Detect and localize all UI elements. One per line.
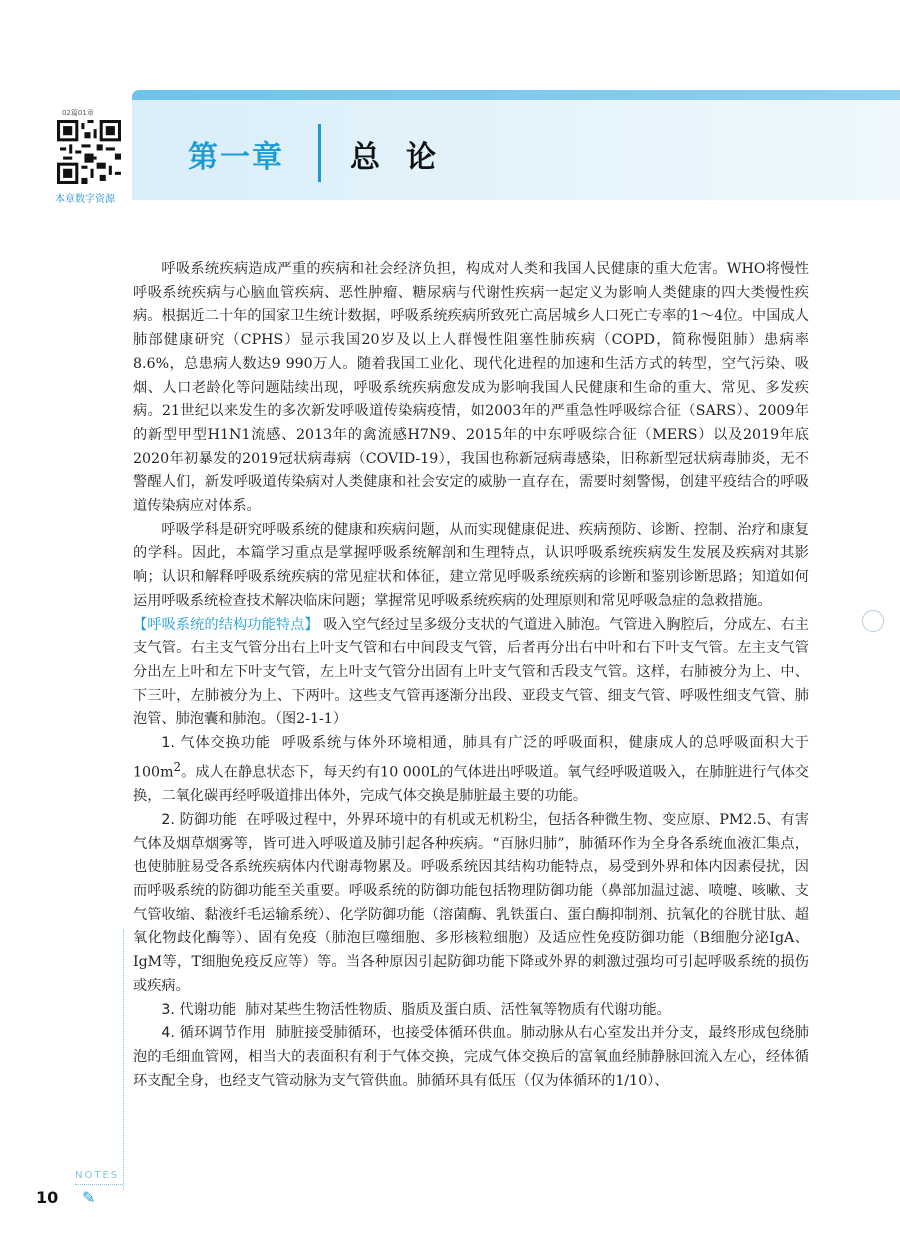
chapter-number: 第一章: [188, 140, 284, 175]
gas-exchange-text: 呼吸系统与体外环境相通，肺具有广泛的呼吸面积，健康成人的总呼吸面积大于100m: [133, 735, 809, 781]
superscript: 2: [173, 759, 182, 774]
qr-caption: 本章数字资源: [55, 194, 115, 205]
subheading-defense: 2. 防御功能: [161, 811, 237, 828]
structure-text: 吸入空气经过呈多级分支状的气道进入肺泡。气管进入胸腔后，分成左、右主支气管。右主支气管分出右上叶支气管和右中间段支气管，后者再分出右中叶和右下叶支气管。左主支气管分出左上叶和左下叶支气管，左上叶支气管分出固有上叶支气管和舌段支气管。这样，右肺被分为上、中、下三叶，左肺被分为上、下两叶。这些支气管再逐渐分出段、亚段支气管、细支气管、呼吸性细支气管、肺泡管、肺泡囊和肺泡。（图2-1-1）: [133, 616, 809, 728]
subheading-gas-exchange: 1. 气体交换功能: [161, 735, 271, 752]
paragraph-intro: 呼吸系统疾病造成严重的疾病和社会经济负担，构成对人类和我国人民健康的重大危害。WHO将慢性呼吸系统疾病与心脑血管疾病、恶性肿瘤、糖尿病与代谢性疾病一起定义为影响人类健康的四大类慢性疾病。根据近二十年的国家卫生统计数据，呼吸系统疾病所致死亡高居城乡人口死亡专率的1～4位。中国成人肺部健康研究（CPHS）显示我国20岁及以上人群慢性阻塞性肺疾病（COPD，简称慢阻肺）患病率8.6%，总患病人数达9 990万人。随着我国工业化、现代化进程的加速和生活方式的转型，空气污染、吸烟、人口老龄化等问题陆续出现，呼吸系统疾病愈发成为影响我国人民健康和生命的重大、常见、多发疾病。21世纪以来发生的多次新发呼吸道传染病疫情，如2003年的严重急性呼吸综合征（SARS）、2009年的新型甲型H1N1流感、2013年的禽流感H7N9、2015年的中东呼吸综合征（MERS）以及2019年底2020年初暴发的2019冠状病毒病（COVID-19），我国也称新冠病毒感染，旧称新型冠状病毒肺炎，无不警醒人们，新发呼吸道传染病对人类健康和社会安定的威胁一直存在，需要时刻警惕，创建平疫结合的呼吸道传染病应对体系。: [133, 261, 809, 515]
paragraph-defense: [133, 809, 809, 999]
notes-divider: [75, 1184, 123, 1185]
qr-code-label: 02篇01章: [62, 109, 94, 117]
qr-code-image[interactable]: [57, 120, 121, 184]
subheading-metabolism: 3. 代谢功能: [161, 1001, 237, 1018]
page-number: 10: [36, 1188, 59, 1207]
circulation-text: 肺脏接受肺循环，也接受体循环供血。肺动脉从右心室发出并分支，最终形成包绕肺泡的毛细血管网，相当大的表面积有利于气体交换，完成气体交换后的富氧血经肺静脉回流入左心，经体循环支配全身，也经支气管动脉为支气管供血。肺循环具有低压（仅为体循环的1/10）、: [133, 1025, 809, 1089]
notes-label: NOTES: [75, 1170, 120, 1181]
metabolism-text: 肺对某些生物活性物质、脂质及蛋白质、活性氧等物质有代谢功能。: [245, 1001, 671, 1018]
pencil-icon: ✎: [82, 1188, 96, 1207]
margin-circle-icon: [862, 610, 884, 632]
paragraph-study-focus: 呼吸学科是研究呼吸系统的健康和疾病问题，从而实现健康促进、疾病预防、诊断、控制、治疗和康复的学科。因此，本篇学习重点是掌握呼吸系统解剖和生理特点，认识呼吸系统疾病发生发展及疾病对其影响；认识和解释呼吸系统疾病的常见症状和体征，建立常见呼吸系统疾病的诊断和鉴别诊断思路；知道如何运用呼吸系统检查技术解决临床问题；掌握常见呼吸系统疾病的处理原则和常见呼吸急症的急救措施。: [133, 521, 809, 609]
paragraph-structure: [133, 614, 809, 733]
defense-text: 在呼吸过程中，外界环境中的有机或无机粉尘，包括各种微生物、变应原、PM2.5、有害气体及烟草烟雾等，皆可进入呼吸道及肺引起各种疾病。“百脉归肺”，肺循环作为全身各系统血液汇集点，也使肺脏易受各系统疾病体内代谢毒物累及。呼吸系统因其结构功能特点，易受到外界和体内因素侵扰，因而呼吸系统的防御功能至关重要。呼吸系统的防御功能包括物理防御功能（鼻部加温过滤、喷嚏、咳嗽、支气管收缩、黏液纤毛运输系统）、化学防御功能（溶菌酶、乳铁蛋白、蛋白酶抑制剂、抗氧化的谷胱甘肽、超氧化物歧化酶等）、固有免疫（肺泡巨噬细胞、多形核粒细胞）及适应性免疫防御功能（B细胞分泌IgA、IgM等，T细胞免疫反应等）等。当各种原因引起防御功能下降或外界的刺激过强均可引起呼吸系统的损伤或疾病。: [133, 811, 810, 994]
gas-exchange-text-cont: 。成人在静息状态下，每天约有10 000L的气体进出呼吸道。氧气经呼吸道吸入，在肺脏进行气体交换，二氧化碳再经呼吸道排出体外，完成气体交换是肺脏最主要的功能。: [133, 764, 809, 805]
subheading-circulation: 4. 循环调节作用: [161, 1025, 267, 1042]
paragraph-metabolism: [133, 999, 809, 1023]
body-text: [133, 258, 809, 1093]
paragraph-gas-exchange: [133, 732, 809, 809]
section-term: 【呼吸系统的结构功能特点】: [133, 616, 319, 633]
notes-margin-line: [123, 930, 124, 1190]
chapter-divider: [318, 124, 321, 182]
paragraph-circulation: [133, 1022, 809, 1093]
chapter-title: 总论: [350, 140, 462, 175]
